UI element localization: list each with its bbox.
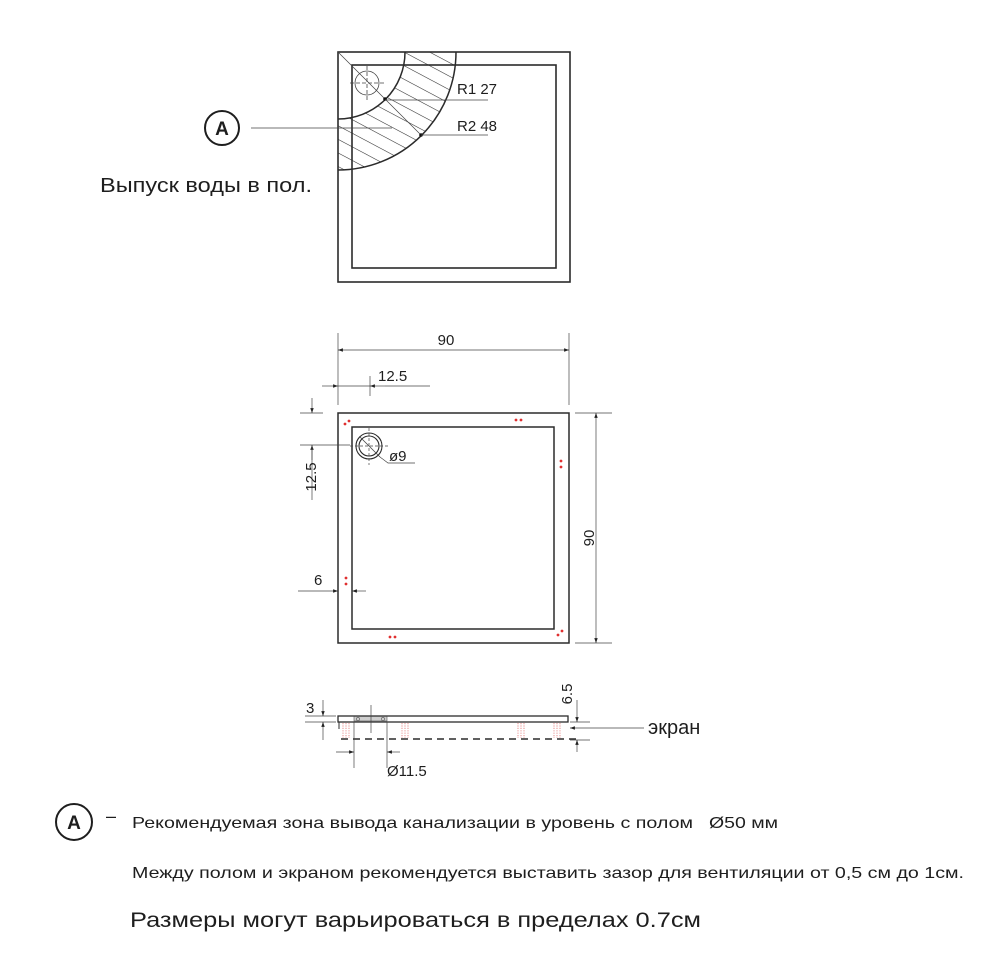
notes-callout-a-letter: A — [67, 813, 81, 834]
drain-caption: Выпуск воды в пол. — [100, 175, 312, 197]
side-drain-diameter-label: Ø11.5 — [387, 763, 427, 780]
plan-view — [298, 332, 612, 643]
tray-inner-outline — [352, 65, 556, 268]
dim-drain-y-label: 12.5 — [303, 462, 320, 492]
dim-rim-label: 6 — [314, 572, 323, 589]
tolerance-note: Размеры могут варьироваться в пределах 0.7см — [130, 909, 701, 932]
screen-label: экран — [648, 717, 701, 739]
label-r2: R2 48 — [457, 118, 498, 135]
side-view — [305, 684, 700, 780]
drain-diameter-label: ø9 — [389, 448, 407, 465]
top-view — [100, 52, 570, 282]
note-a-diameter: Ø50 мм — [709, 815, 778, 832]
label-r1: R1 27 — [457, 81, 498, 98]
dim-drain-x-label: 12.5 — [378, 368, 408, 385]
dim-width-label: 90 — [437, 332, 455, 349]
ventilation-note: Между полом и экраном рекомендуется выставить зазор для вентиляции от 0,5 см до 1см. — [132, 865, 965, 882]
note-a-text: Рекомендуемая зона вывода канализации в уровень с полом — [132, 815, 693, 832]
callout-a-letter: A — [215, 119, 229, 140]
dim-gap-label: 6.5 — [559, 683, 576, 705]
dim-height-label: 90 — [581, 529, 598, 547]
plan-inner-outline — [352, 427, 554, 629]
support-markers — [344, 419, 564, 639]
notes — [56, 804, 964, 932]
plan-outer-outline — [338, 413, 569, 643]
notes-dash: – — [106, 806, 117, 826]
side-supports — [343, 723, 560, 738]
dim-thickness-label: 3 — [306, 700, 315, 717]
